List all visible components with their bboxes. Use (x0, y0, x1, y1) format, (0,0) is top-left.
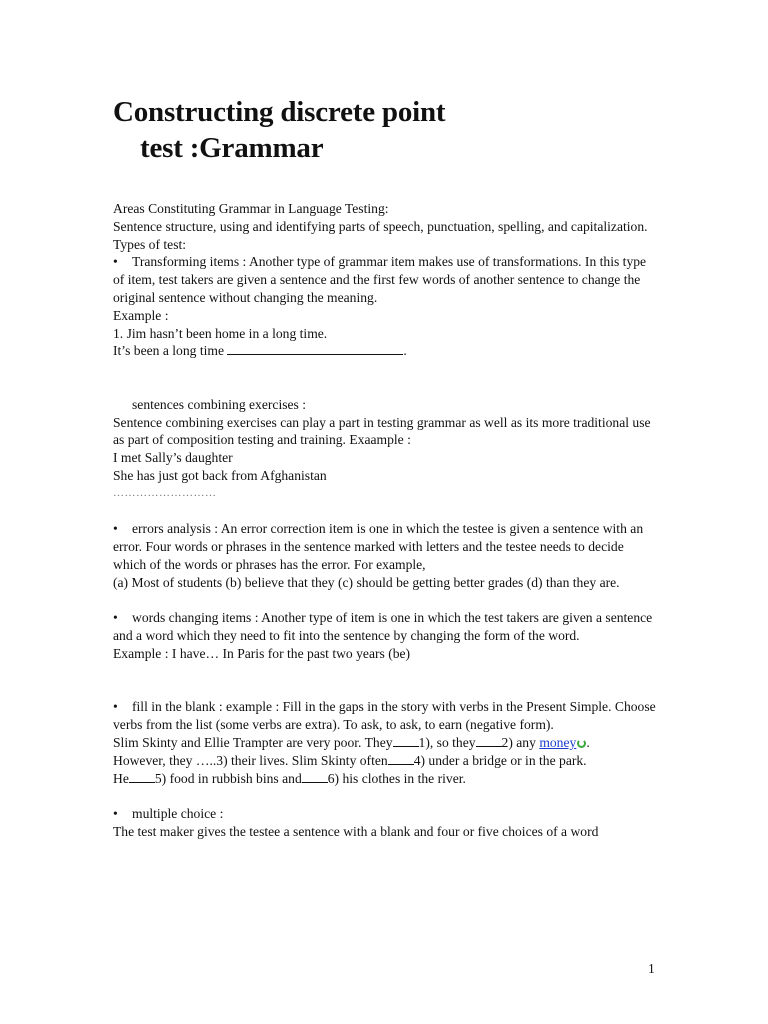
document-body (113, 200, 658, 841)
answer-blank (388, 752, 414, 765)
words-paragraph (113, 609, 658, 645)
words-example: Example : I have… In Paris for the past two years (be) (113, 645, 411, 661)
words-text: words changing items : Another type of item is one in which the test takers are given a sentence and a word which they need to fit into the sentence by changing the form of the word. (113, 610, 653, 644)
transforming-example-end: . (403, 343, 407, 359)
story-text: 1), so they (418, 734, 476, 750)
refresh-icon (577, 739, 586, 748)
combining-dots: ……………………… (113, 486, 217, 499)
combining-heading: sentences combining exercises : (132, 396, 307, 412)
story-text: 2) any (501, 734, 536, 750)
types-heading: Types of test: (113, 236, 187, 252)
multiple-text: The test maker gives the testee a sentence with a blank and four or five choices of a word (113, 823, 599, 839)
transforming-example-text: It’s been a long time (113, 343, 224, 359)
story-text: 5) food in rubbish bins and (154, 770, 302, 786)
bullet-marker: • (113, 699, 118, 715)
answer-blank (393, 734, 419, 747)
page-title (113, 94, 445, 166)
story-text: 4) under a bridge or in the park. (413, 752, 587, 768)
areas-text: Sentence structure, using and identifying parts of speech, punctuation, spelling, and capitalization. (113, 218, 648, 234)
multiple-heading: multiple choice : (132, 806, 224, 822)
story-text: He (113, 770, 129, 786)
money-link[interactable]: money (539, 734, 577, 750)
fill-text: fill in the blank : example : Fill in the gaps in the story with verbs in the Present Simple. Choose verbs from the list (some verbs are extra). To ask, to ask, to earn (negative form). (113, 699, 656, 733)
fill-paragraph (113, 698, 658, 734)
bullet-marker: • (113, 610, 118, 626)
answer-blank (129, 770, 155, 783)
transforming-text: Transforming items : Another type of grammar item makes use of transformations. In this type of item, test takers are given a sentence and the first few words of another sentence to change the original sentence without changing the meaning. (113, 254, 647, 305)
combining-text: Sentence combining exercises can play a part in testing grammar as well as its more traditional use as part of composition testing and training. Exaample : (113, 414, 651, 448)
bullet-marker: • (113, 254, 118, 270)
multiple-heading-line (113, 805, 658, 823)
errors-paragraph (113, 520, 658, 573)
story-text: 6) his clothes in the river. (327, 770, 466, 786)
areas-heading: Areas Constituting Grammar in Language Testing: (113, 201, 389, 216)
transforming-example-line-2 (113, 342, 658, 360)
fill-story (113, 734, 658, 787)
answer-blank (227, 342, 403, 355)
transforming-example-line-1: 1. Jim hasn’t been home in a long time. (113, 325, 328, 341)
transforming-example-label: Example : (113, 307, 169, 323)
answer-blank (302, 770, 328, 783)
page-number: 1 (648, 961, 655, 976)
title-line-2: test :Grammar (140, 132, 324, 164)
story-text: . (586, 734, 590, 750)
title-line-1: Constructing discrete point (113, 96, 446, 128)
combining-line-2: She has just got back from Afghanistan (113, 467, 327, 483)
bullet-marker: • (113, 806, 118, 822)
bullet-marker: • (113, 521, 118, 537)
combining-line-1: I met Sally’s daughter (113, 450, 233, 466)
story-text: Slim Skinty and Ellie Trampter are very poor. They (113, 734, 393, 750)
story-text: However, they …..3) their lives. Slim Skinty often (113, 752, 388, 768)
errors-text: errors analysis : An error correction item is one in which the testee is given a sentence with an error. Four words or phrases in the sentence marked with letters and the testee needs to decide which of the words or phrases has the error. For example, (113, 521, 644, 572)
errors-example: (a) Most of students (b) believe that they (c) should be getting better grades (d) than they are. (113, 574, 620, 590)
answer-blank (476, 734, 502, 747)
transforming-paragraph (113, 253, 658, 306)
